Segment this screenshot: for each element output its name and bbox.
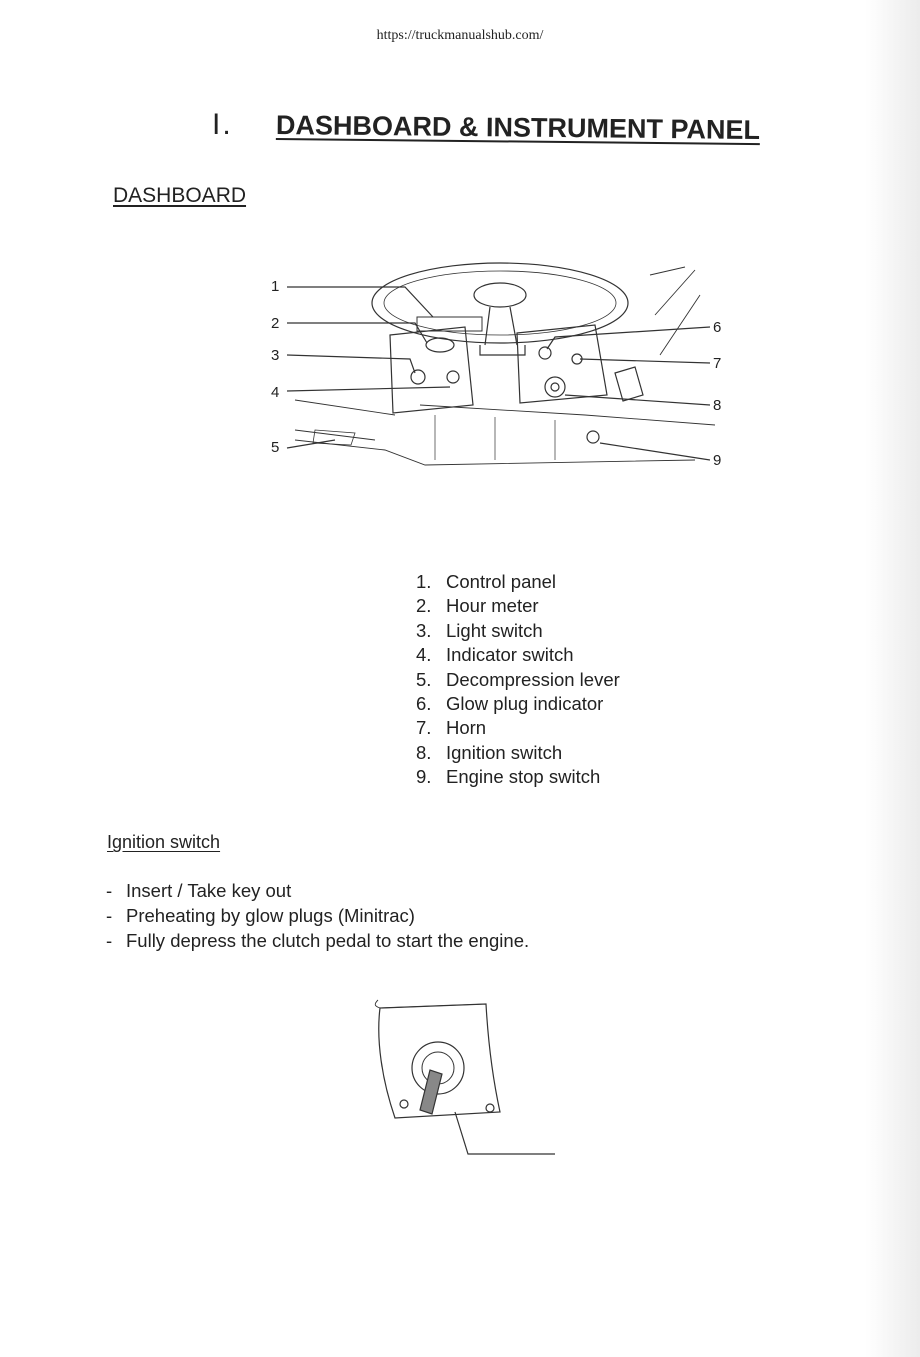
header-url[interactable]: https://truckmanualshub.com/: [376, 28, 544, 43]
glow-plug-indicator: [539, 347, 551, 359]
callout-1: 1: [271, 278, 280, 295]
list-item: 5. Decompression lever: [416, 668, 620, 690]
list-item: 4. Indicator switch: [416, 644, 574, 666]
component-legend: [416, 570, 620, 790]
section-title: DASHBOARD: [113, 184, 247, 207]
callout-6: 6: [713, 319, 722, 336]
list-item: - Preheating by glow plugs (Minitrac): [106, 904, 415, 926]
dashboard-diagram: [255, 255, 735, 495]
hour-meter: [426, 338, 454, 352]
steering-hub: [474, 283, 526, 307]
list-item: - Fully depress the clutch pedal to start the engine.: [106, 929, 530, 951]
page-edge-shadow: [865, 0, 920, 1357]
ignition-key-icon: [420, 1070, 442, 1114]
callout-2: 2: [271, 315, 280, 332]
callout-3: 3: [271, 347, 280, 364]
switch-callout-line: [455, 1112, 555, 1154]
callout-7: 7: [713, 355, 722, 372]
ignition-instructions: [106, 879, 529, 953]
callout-9: 9: [713, 452, 722, 469]
ignition-switch: [545, 377, 565, 397]
list-item: 6. Glow plug indicator: [416, 693, 604, 715]
light-switch-knob: [411, 370, 425, 384]
list-item: 9. Engine stop switch: [416, 766, 601, 788]
ignition-switch-diagram: [360, 990, 570, 1165]
ignition-switch-heading: Ignition switch: [107, 832, 221, 852]
list-item: 8. Ignition switch: [416, 741, 563, 763]
callout-5: 5: [271, 439, 280, 456]
callout-4: 4: [271, 384, 280, 401]
switch-panel: [379, 1004, 500, 1118]
chapter-number: I.: [212, 108, 233, 141]
list-item: 1. Control panel: [416, 571, 557, 592]
list-item: 3. Light switch: [416, 619, 543, 641]
callout-8: 8: [713, 397, 722, 414]
chapter-title: DASHBOARD & INSTRUMENT PANEL: [275, 110, 761, 146]
steering-wheel: [372, 263, 628, 343]
list-item: - Insert / Take key out: [106, 880, 292, 901]
list-item: 2. Hour meter: [416, 595, 539, 617]
engine-stop-switch: [587, 431, 599, 443]
indicator-switch-knob: [447, 371, 459, 383]
list-item: 7. Horn: [416, 717, 487, 739]
